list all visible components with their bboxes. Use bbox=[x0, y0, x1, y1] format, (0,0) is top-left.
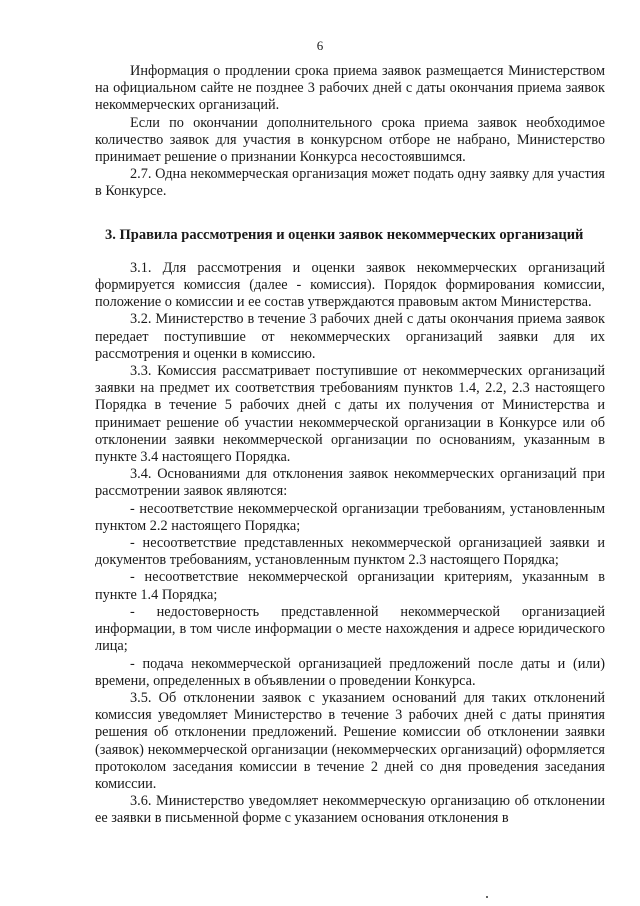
document-body bbox=[95, 63, 605, 828]
list-item-rejection-ground-2: - несоответствие представленных некоммерческой организацией заявки и документов требованиям, установленным пунктом 2.3 настоящего Порядка; bbox=[95, 535, 605, 569]
paragraph-2-7: 2.7. Одна некоммерческая организация может подать одну заявку для участия в Конкурсе. bbox=[95, 166, 605, 200]
page-number: 6 bbox=[316, 38, 324, 53]
list-item-rejection-ground-4: - недостоверность представленной некоммерческой организацией информации, в том числе информации о месте нахождения и адресе юридического лица; bbox=[95, 603, 605, 655]
paragraph-extension-info: Информация о продлении срока приема заявок размещается Министерством на официальном сайте не позднее 3 рабочих дней с даты окончания приема заявок некоммерческих организаций. bbox=[95, 63, 605, 114]
paragraph-3-3: 3.3. Комиссия рассматривает поступившие от некоммерческих организаций заявки на предмет их соответствия требованиям пунктов 1.4, 2.2, 2.3 настоящего Порядка в течение 5 рабочих дней с даты их получения от Министерства и принимает решение об участии некоммерческой организации в Конкурсе или об отклонении заявки некоммерческой организации по основаниям, указанным в пункте 3.4 настоящего Порядка. bbox=[95, 363, 605, 466]
list-item-rejection-ground-3: - несоответствие некоммерческой организации критериям, указанным в пункте 1.4 Порядка; bbox=[95, 569, 605, 603]
paragraph-3-6: 3.6. Министерство уведомляет некоммерческую организацию об отклонении ее заявки в письменной форме с указанием основания отклонения в bbox=[95, 793, 605, 827]
paragraph-contest-failed: Если по окончании дополнительного срока приема заявок необходимое количество заявок для участия в конкурсном отборе не набрано, Министерство принимает решение о признании Конкурса несостоявшимся. bbox=[95, 114, 605, 166]
paragraph-3-1: 3.1. Для рассмотрения и оценки заявок некоммерческих организаций формируется комиссия (далее - комиссия). Порядок формирования комиссии, положение о комиссии и ее состав утверждаются правовым актом Министерства. bbox=[95, 259, 605, 311]
paragraph-3-5: 3.5. Об отклонении заявок с указанием оснований для таких отклонений комиссия уведомляет Министерство в течение 3 рабочих дней с даты принятия решения об отклонении предложений. Решение комиссии об отклонении заявки (заявок) некоммерческой организации (некоммерческих организаций) оформляется протоколом заседания комиссии в течение 2 дней со дня проведения заседания комиссии. bbox=[95, 689, 605, 792]
scan-speck bbox=[486, 896, 488, 898]
list-item-rejection-ground-5: - подача некоммерческой организацией предложений после даты и (или) времени, определенных в объявлении о проведении Конкурса. bbox=[95, 655, 605, 689]
list-item-rejection-ground-1: - несоответствие некоммерческой организации требованиям, установленным пунктом 2.2 настоящего Порядка; bbox=[95, 500, 605, 534]
section-3-heading: 3. Правила рассмотрения и оценки заявок некоммерческих организаций bbox=[105, 226, 584, 243]
paragraph-3-4: 3.4. Основаниями для отклонения заявок некоммерческих организаций при рассмотрении заявок являются: bbox=[95, 466, 605, 500]
paragraph-3-2: 3.2. Министерство в течение 3 рабочих дней с даты окончания приема заявок передает поступившие от некоммерческих организаций заявки для их рассмотрения и оценки в комиссию. bbox=[95, 311, 605, 362]
